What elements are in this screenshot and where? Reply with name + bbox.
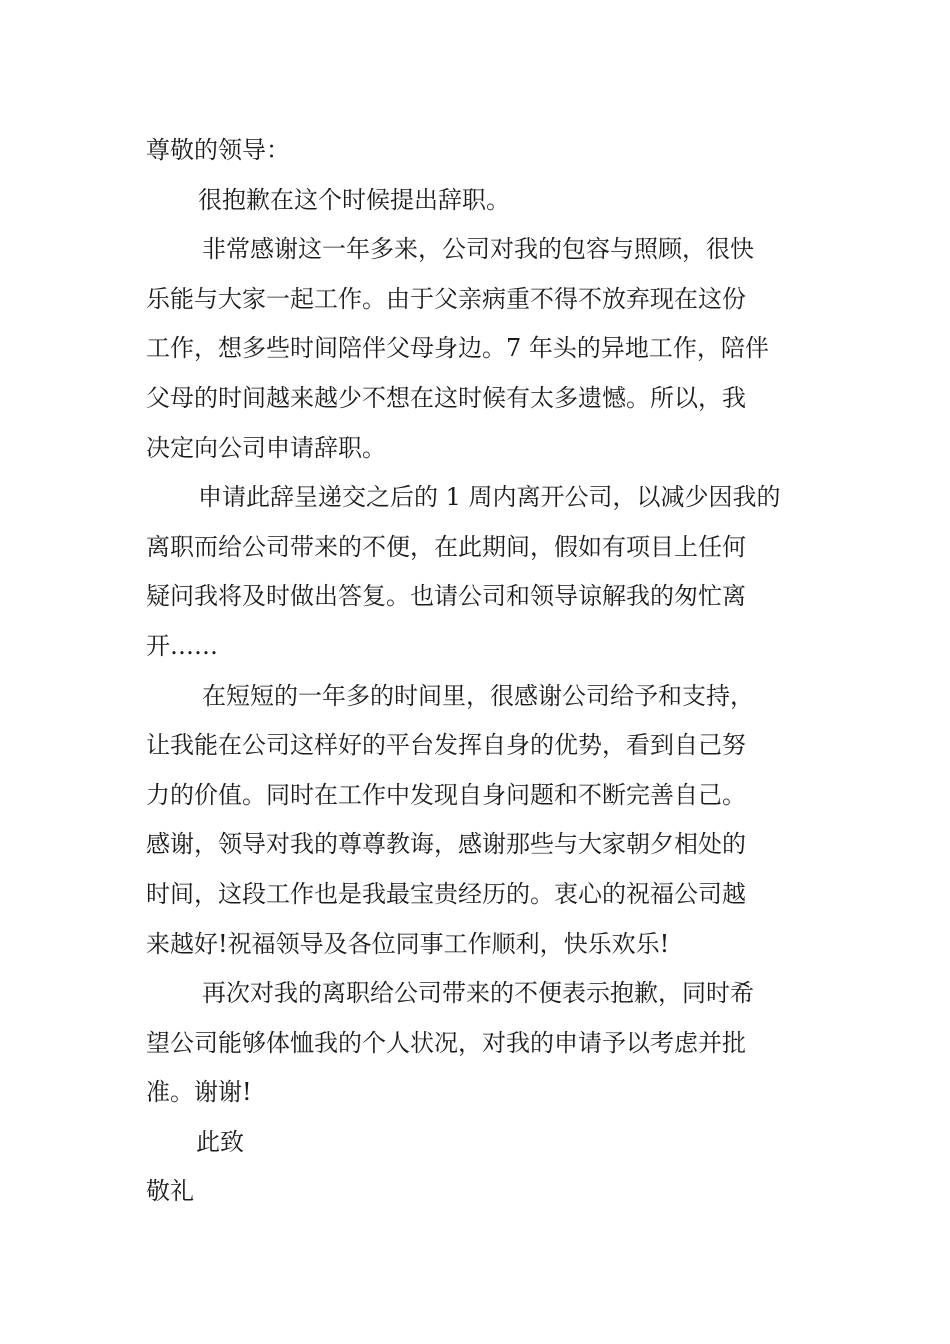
paragraph-line: 时间，这段工作也是我最宝贵经历的。衷心的祝福公司越 bbox=[146, 879, 746, 908]
paragraph-thanks bbox=[146, 225, 808, 473]
paragraph-line: 申请此辞呈递交之后的 1 周内离开公司，以减少因我的 bbox=[198, 483, 781, 512]
paragraph-line: 离职而给公司带来的不便，在此期间，假如有项目上任何 bbox=[146, 532, 746, 561]
paragraph-apology bbox=[146, 176, 808, 226]
paragraph-line: 开…… bbox=[146, 631, 218, 660]
paragraph-notice bbox=[146, 473, 808, 671]
salute: 敬礼 bbox=[146, 1177, 194, 1206]
greeting: 尊敬的领导： bbox=[146, 136, 290, 164]
paragraph-line: 乐能与大家一起工作。由于父亲病重不得不放弃现在这份 bbox=[146, 284, 746, 313]
paragraph-line: 很抱歉在这个时候提出辞职。 bbox=[198, 185, 510, 214]
paragraph-line: 来越好!祝福领导及各位同事工作顺利，快乐欢乐! bbox=[146, 929, 670, 958]
paragraph-line: 非常感谢这一年多来，公司对我的包容与照顾，很快 bbox=[202, 235, 754, 264]
paragraph-line: 再次对我的离职给公司带来的不便表示抱歉，同时希 bbox=[202, 979, 754, 1008]
paragraph-line: 力的价值。同时在工作中发现自身问题和不断完善自己。 bbox=[146, 780, 746, 809]
paragraph-line: 疑问我将及时做出答复。也请公司和领导谅解我的匆忙离 bbox=[146, 582, 746, 611]
letter-body bbox=[146, 126, 808, 1217]
paragraph-request bbox=[146, 969, 808, 1118]
closing: 此致 bbox=[196, 1127, 244, 1156]
paragraph-gratitude bbox=[146, 672, 808, 970]
paragraph-line: 工作，想多些时间陪伴父母身边。7 年头的异地工作，陪伴 bbox=[146, 334, 769, 363]
paragraph-line: 父母的时间越来越少不想在这时候有太多遗憾。所以，我 bbox=[146, 383, 746, 412]
paragraph-line: 准。谢谢! bbox=[146, 1078, 252, 1107]
paragraph-line: 感谢，领导对我的尊尊教诲，感谢那些与大家朝夕相处的 bbox=[146, 830, 746, 859]
paragraph-line: 让我能在公司这样好的平台发挥自身的优势，看到自己努 bbox=[146, 731, 746, 760]
paragraph-line: 在短短的一年多的时间里，很感谢公司给予和支持， bbox=[202, 681, 754, 710]
paragraph-line: 决定向公司申请辞职。 bbox=[146, 433, 386, 462]
paragraph-line: 望公司能够体恤我的个人状况，对我的申请予以考虑并批 bbox=[146, 1028, 746, 1057]
